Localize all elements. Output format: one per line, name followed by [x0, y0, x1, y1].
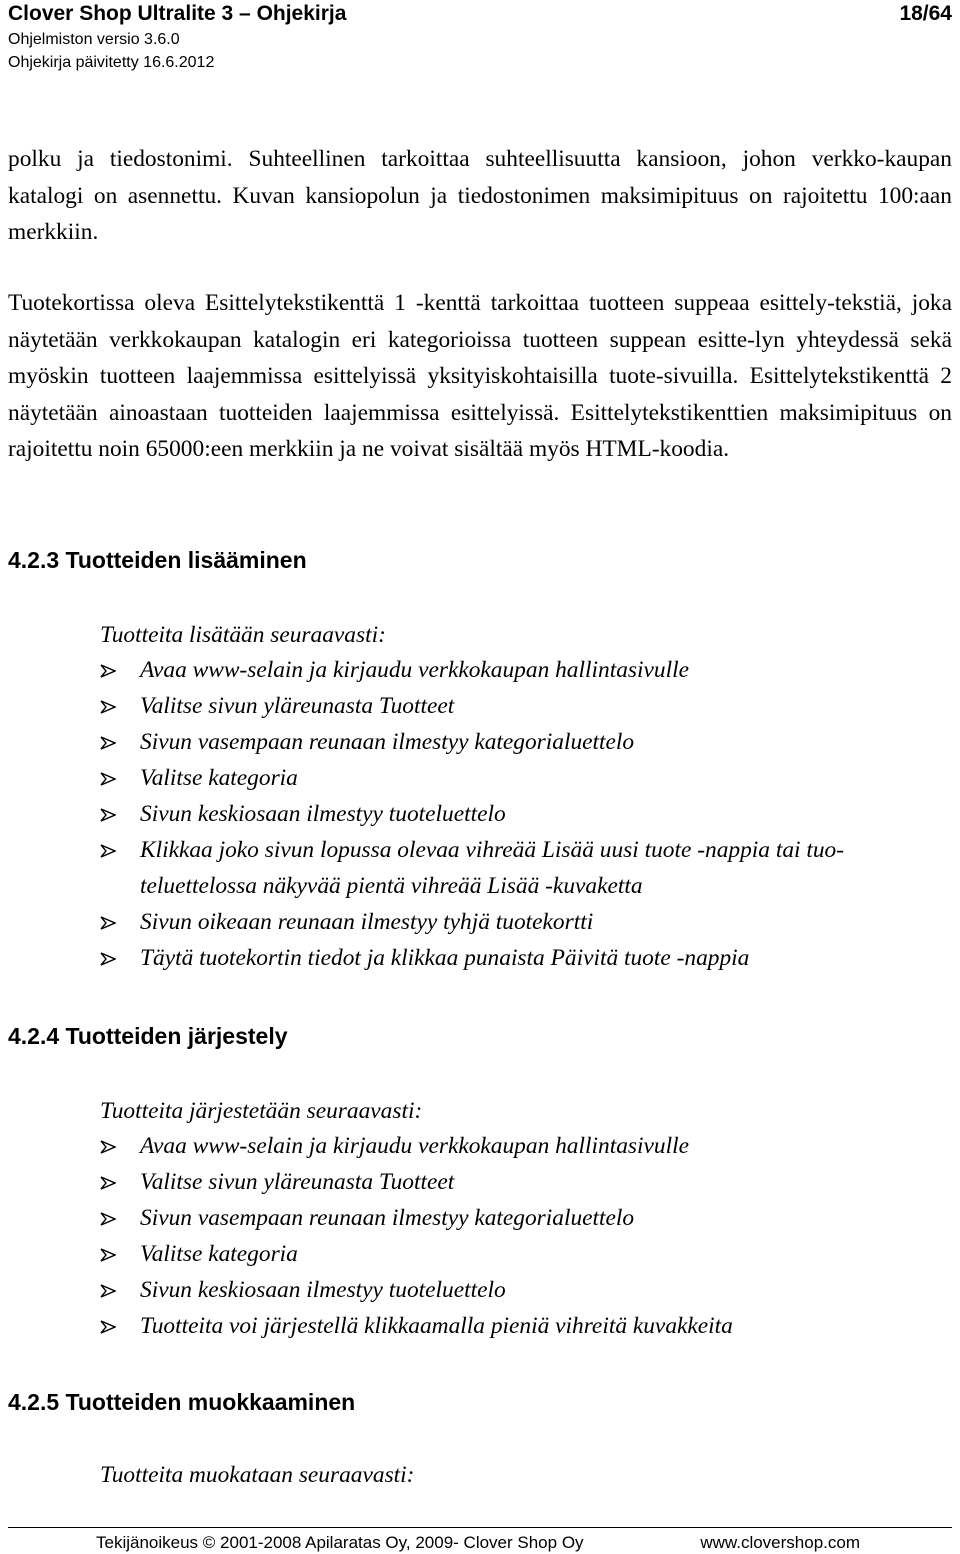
list-item: Täytä tuotekortin tiedot ja klikkaa punaista Päivitä tuote -nappia	[100, 940, 960, 976]
section-intro-ordering-products: Tuotteita järjestetään seuraavasti:	[100, 1098, 423, 1124]
list-item: Sivun keskiosaan ilmestyy tuoteluettelo	[100, 1272, 960, 1308]
list-item: Avaa www-selain ja kirjaudu verkkokaupan hallintasivulle	[100, 652, 960, 688]
list-item: Sivun vasempaan reunaan ilmestyy kategorialuettelo	[100, 1200, 960, 1236]
document-title: Clover Shop Ultralite 3 – Ohjekirja	[8, 2, 347, 25]
section-intro-editing-products: Tuotteita muokataan seuraavasti:	[100, 1462, 415, 1488]
list-item: Sivun keskiosaan ilmestyy tuoteluettelo	[100, 796, 960, 832]
footer-divider	[8, 1527, 952, 1528]
steps-list-ordering-products	[100, 1128, 960, 1344]
arrow-bullet-icon	[100, 1284, 116, 1298]
arrow-bullet-icon	[100, 1212, 116, 1226]
section-heading-editing-products: 4.2.5 Tuotteiden muokkaaminen	[8, 1389, 356, 1415]
section-heading-ordering-products: 4.2.4 Tuotteiden järjestely	[8, 1023, 288, 1049]
list-item: Sivun oikeaan reunaan ilmestyy tyhjä tuotekortti	[100, 904, 960, 940]
list-item: Klikkaa joko sivun lopussa olevaa vihreää Lisää uusi tuote -nappia tai tuo-teluettelossa näkyvää pientä vihreää Lisää -kuvaketta	[100, 832, 960, 904]
section-heading-adding-products: 4.2.3 Tuotteiden lisääminen	[8, 547, 307, 573]
steps-list-adding-products	[100, 652, 960, 976]
list-item: Valitse sivun yläreunasta Tuotteet	[100, 1164, 960, 1200]
arrow-bullet-icon	[100, 952, 116, 966]
arrow-bullet-icon	[100, 736, 116, 750]
list-item: Tuotteita voi järjestellä klikkaamalla pieniä vihreitä kuvakkeita	[100, 1308, 960, 1344]
arrow-bullet-icon	[100, 1248, 116, 1262]
list-item: Valitse kategoria	[100, 760, 960, 796]
arrow-bullet-icon	[100, 1140, 116, 1154]
website-url: www.clovershop.com	[700, 1533, 860, 1552]
paragraph-image-path: polku ja tiedostonimi. Suhteellinen tarkoittaa suhteellisuutta kansioon, johon verkko-kaupan katalogi on asennettu. Kuvan kansiopolun ja tiedostonimen maksimipituus on rajoitettu 100:aan merkkiin.	[8, 146, 952, 245]
page-number: 18/64	[899, 2, 952, 25]
list-item: Avaa www-selain ja kirjaudu verkkokaupan hallintasivulle	[100, 1128, 960, 1164]
arrow-bullet-icon	[100, 664, 116, 678]
arrow-bullet-icon	[100, 844, 116, 858]
paragraph-description-fields: Tuotekortissa oleva Esittelytekstikenttä 1 -kenttä tarkoittaa tuotteen suppeaa esittely-tekstiä, joka näytetään verkkokaupan katalogin eri kategorioissa tuotteen suppean esitte-lyn yhteydessä sekä myöskin tuotteen laajemmissa esittelyissä yksityiskohtaisilla tuote-sivuilla. Esittelytekstikenttä 2 näytetään ainoastaan tuotteiden laajemmissa esittelyissä. Esittelytekstikenttien maksimipituus on rajoitettu noin 65000:een merkkiin ja ne voivat sisältää myös HTML-koodia.	[8, 290, 952, 462]
arrow-bullet-icon	[100, 772, 116, 786]
arrow-bullet-icon	[100, 916, 116, 930]
arrow-bullet-icon	[100, 808, 116, 822]
section-intro-adding-products: Tuotteita lisätään seuraavasti:	[100, 622, 386, 648]
arrow-bullet-icon	[100, 700, 116, 714]
manual-updated: Ohjekirja päivitetty 16.6.2012	[8, 54, 215, 71]
software-version: Ohjelmiston versio 3.6.0	[8, 31, 180, 48]
list-item: Sivun vasempaan reunaan ilmestyy kategorialuettelo	[100, 724, 960, 760]
arrow-bullet-icon	[100, 1176, 116, 1190]
list-item: Valitse kategoria	[100, 1236, 960, 1272]
copyright-notice: Tekijänoikeus © 2001-2008 Apilaratas Oy, 2009- Clover Shop Oy	[96, 1533, 584, 1552]
list-item: Valitse sivun yläreunasta Tuotteet	[100, 688, 960, 724]
arrow-bullet-icon	[100, 1320, 116, 1334]
